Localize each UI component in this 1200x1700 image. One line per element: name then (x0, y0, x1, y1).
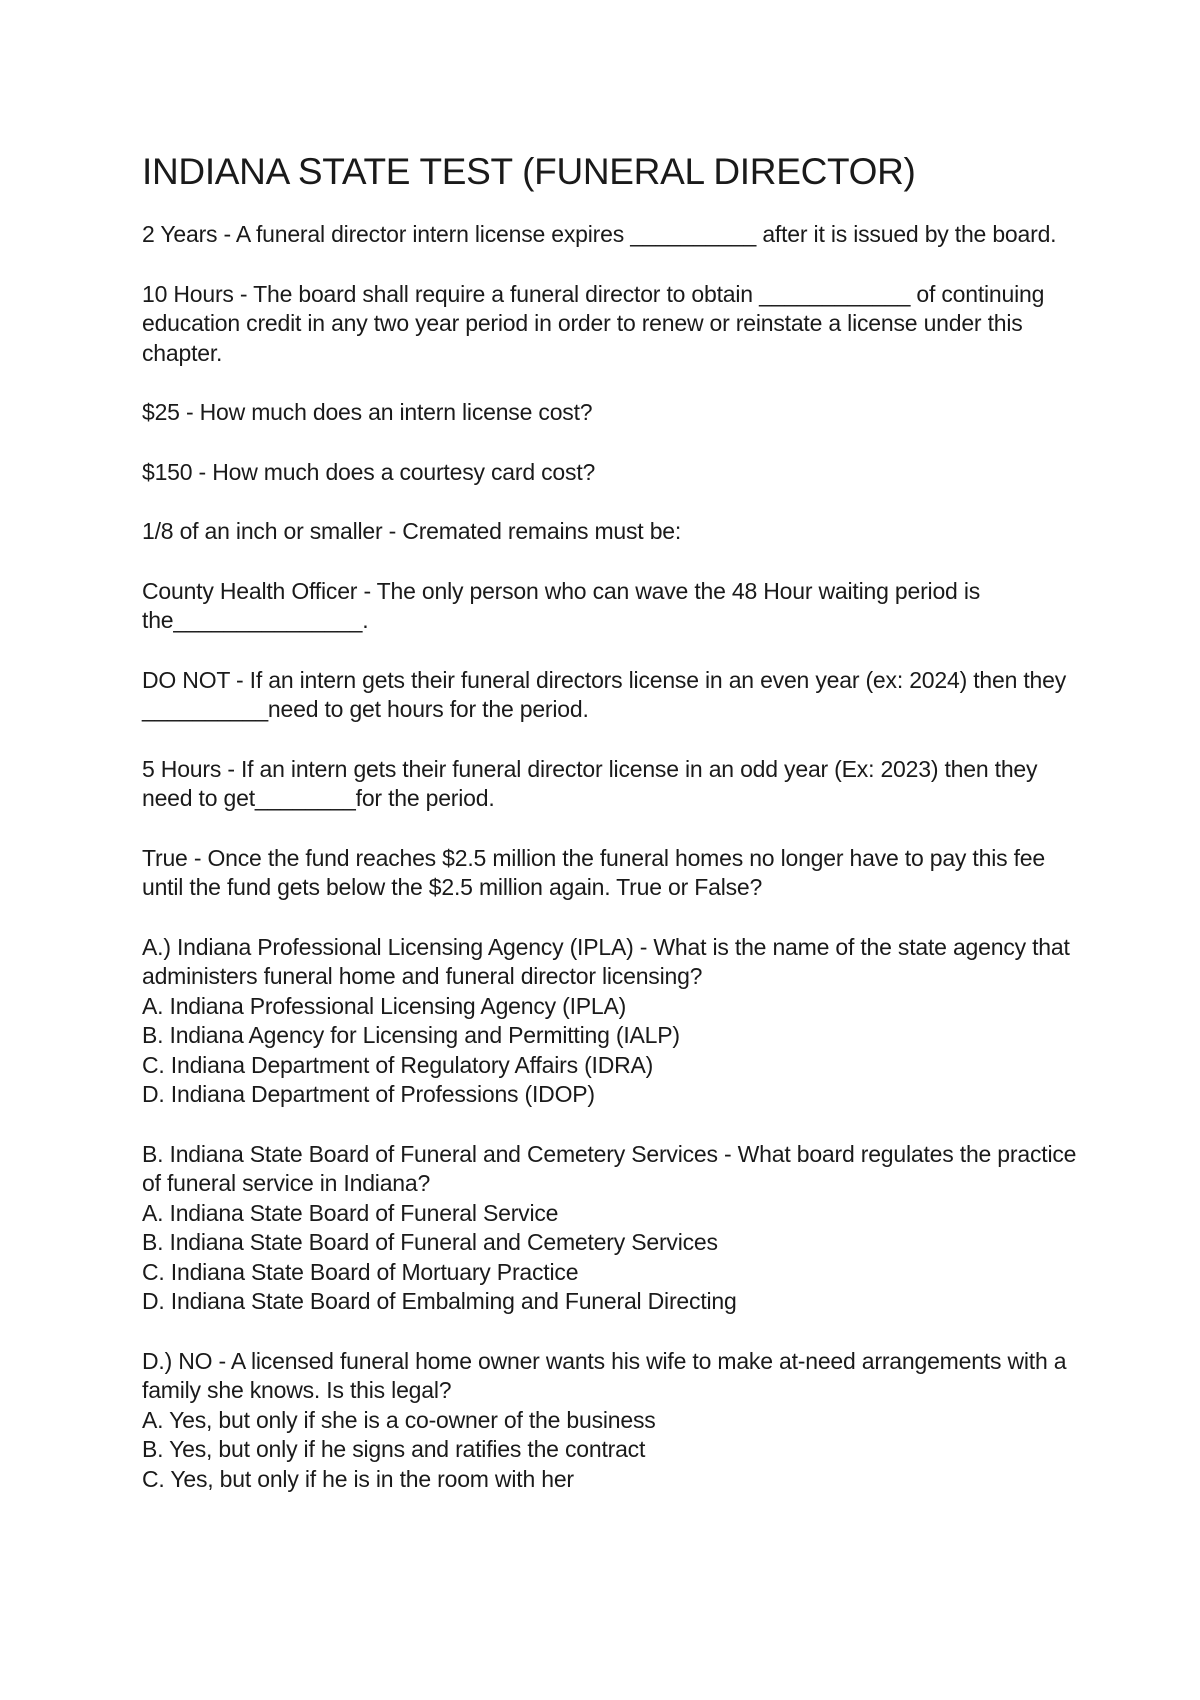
answer-option: A. Indiana Professional Licensing Agency (IPLA) (142, 992, 627, 1019)
mc-question-text: A.) Indiana Professional Licensing Agency (IPLA) - What is the name of the state agency that administers funeral home and funeral director licensing? (142, 933, 1070, 990)
qa-item-1: 2 Years - A funeral director intern license expires __________ after it is issued by the board. (142, 221, 1057, 248)
mc-question-2 (142, 1140, 1082, 1317)
answer-option: A. Yes, but only if she is a co-owner of the business (142, 1406, 656, 1433)
mc-question-text: B. Indiana State Board of Funeral and Cemetery Services - What board regulates the practice of funeral service in Indiana? (142, 1140, 1077, 1197)
qa-item-8: 5 Hours - If an intern gets their funeral director license in an odd year (Ex: 2023) then they need to get________for the period. (142, 755, 1038, 812)
answer-option: B. Yes, but only if he signs and ratifies the contract (142, 1436, 646, 1463)
mc-question-text: D.) NO - A licensed funeral home owner wants his wife to make at-need arrangements with a family she knows. Is this legal? (142, 1347, 1067, 1404)
qa-item-7: DO NOT - If an intern gets their funeral directors license in an even year (ex: 2024) then they __________need to get hours for the period. (142, 666, 1067, 723)
qa-item-6: County Health Officer - The only person who can wave the 48 Hour waiting period is the_______________. (142, 577, 981, 634)
answer-option: B. Indiana State Board of Funeral and Cemetery Services (142, 1229, 718, 1256)
answer-options (142, 1199, 1082, 1317)
document-page (142, 150, 1082, 1524)
qa-item-4: $150 - How much does a courtesy card cost? (142, 458, 596, 485)
answer-option: C. Indiana Department of Regulatory Affairs (IDRA) (142, 1051, 654, 1078)
mc-question-3 (142, 1347, 1082, 1495)
qa-item-2: 10 Hours - The board shall require a funeral director to obtain ____________ of continuing education credit in any two year period in order to renew or reinstate a license under this chapter. (142, 280, 1045, 366)
mc-question-1 (142, 933, 1082, 1110)
answer-options (142, 1406, 1082, 1495)
answer-option: D. Indiana Department of Professions (IDOP) (142, 1081, 595, 1108)
answer-option: C. Indiana State Board of Mortuary Practice (142, 1258, 579, 1285)
qa-item-5: 1/8 of an inch or smaller - Cremated remains must be: (142, 518, 682, 545)
answer-option: C. Yes, but only if he is in the room with her (142, 1465, 574, 1492)
qa-item-3: $25 - How much does an intern license cost? (142, 399, 593, 426)
answer-option: B. Indiana Agency for Licensing and Permitting (IALP) (142, 1022, 680, 1049)
document-title: INDIANA STATE TEST (FUNERAL DIRECTOR) (142, 151, 916, 192)
answer-options (142, 992, 1082, 1110)
answer-option: D. Indiana State Board of Embalming and Funeral Directing (142, 1288, 737, 1315)
qa-item-9: True - Once the fund reaches $2.5 million the funeral homes no longer have to pay this fee until the fund gets below the $2.5 million again. True or False? (142, 844, 1045, 901)
answer-option: A. Indiana State Board of Funeral Service (142, 1199, 559, 1226)
